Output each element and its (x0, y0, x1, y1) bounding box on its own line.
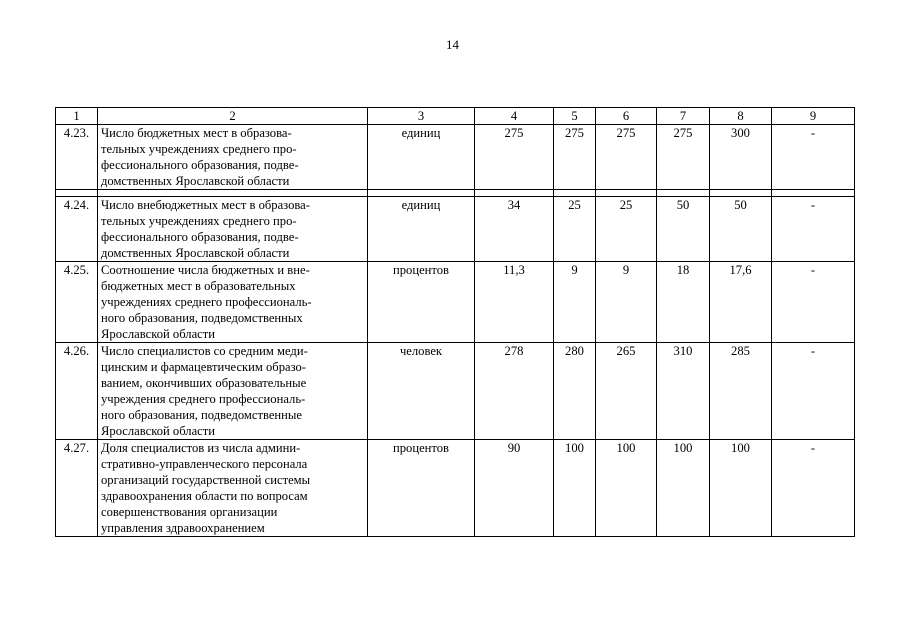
spacer-cell (772, 190, 855, 197)
row-name-line: ного образования, подведомственные (101, 408, 302, 422)
row-code: 4.25. (56, 262, 98, 343)
spacer-cell (657, 190, 710, 197)
row-spacer (56, 190, 855, 197)
row-value: - (772, 343, 855, 440)
row-name-line: управления здравоохранением (101, 521, 265, 535)
row-unit: процентов (368, 262, 475, 343)
row-value: 90 (475, 440, 554, 537)
row-value: 50 (657, 197, 710, 262)
header-cell: 2 (98, 108, 368, 125)
spacer-cell (368, 190, 475, 197)
row-value: 275 (657, 125, 710, 190)
row-name-line: Ярославской области (101, 327, 215, 341)
row-value: 275 (475, 125, 554, 190)
row-unit: человек (368, 343, 475, 440)
row-unit: единиц (368, 125, 475, 190)
row-value: - (772, 262, 855, 343)
row-name-line: тельных учреждениях среднего про- (101, 214, 297, 228)
header-cell: 8 (710, 108, 772, 125)
table-row (56, 440, 855, 537)
row-value: 285 (710, 343, 772, 440)
row-name-line: учреждения среднего профессиональ- (101, 392, 306, 406)
row-value: - (772, 125, 855, 190)
row-name-line: тельных учреждениях среднего про- (101, 142, 297, 156)
row-value: - (772, 197, 855, 262)
row-name (98, 197, 368, 262)
header-cell: 6 (596, 108, 657, 125)
row-value: 100 (554, 440, 596, 537)
row-value: 100 (657, 440, 710, 537)
row-name (98, 440, 368, 537)
row-value: - (772, 440, 855, 537)
row-name-line: фессионального образования, подве- (101, 158, 299, 172)
table-row (56, 197, 855, 262)
spacer-cell (475, 190, 554, 197)
row-name (98, 125, 368, 190)
row-value: 265 (596, 343, 657, 440)
spacer-cell (596, 190, 657, 197)
row-name-line: Число бюджетных мест в образова- (101, 126, 292, 140)
row-name-line: Доля специалистов из числа админи- (101, 441, 301, 455)
table-row (56, 343, 855, 440)
row-name-line: организаций государственной системы (101, 473, 311, 487)
table-row (56, 262, 855, 343)
header-cell: 4 (475, 108, 554, 125)
row-name-line: бюджетных мест в образовательных (101, 279, 296, 293)
row-value: 50 (710, 197, 772, 262)
row-name-line: домственных Ярославской области (101, 246, 290, 260)
row-value: 278 (475, 343, 554, 440)
row-name-line: Соотношение числа бюджетных и вне- (101, 263, 310, 277)
table-row (56, 125, 855, 190)
header-cell: 3 (368, 108, 475, 125)
row-value: 34 (475, 197, 554, 262)
row-value: 18 (657, 262, 710, 343)
row-unit: единиц (368, 197, 475, 262)
row-code: 4.23. (56, 125, 98, 190)
data-table (55, 107, 855, 537)
row-name-line: домственных Ярославской области (101, 174, 290, 188)
row-value: 275 (596, 125, 657, 190)
header-cell: 9 (772, 108, 855, 125)
spacer-cell (554, 190, 596, 197)
row-value: 275 (554, 125, 596, 190)
header-cell: 5 (554, 108, 596, 125)
row-value: 25 (596, 197, 657, 262)
row-name-line: Число внебюджетных мест в образова- (101, 198, 310, 212)
row-name-line: учреждениях среднего профессиональ- (101, 295, 312, 309)
row-value: 9 (596, 262, 657, 343)
row-code: 4.26. (56, 343, 98, 440)
row-name-line: совершенствования организации (101, 505, 278, 519)
spacer-cell (98, 190, 368, 197)
header-cell: 1 (56, 108, 98, 125)
row-name-line: цинским и фармацевтическим образо- (101, 360, 306, 374)
row-name-line: Ярославской области (101, 424, 215, 438)
row-value: 280 (554, 343, 596, 440)
row-code: 4.27. (56, 440, 98, 537)
row-value: 9 (554, 262, 596, 343)
row-code: 4.24. (56, 197, 98, 262)
row-value: 100 (596, 440, 657, 537)
row-name-line: стративно-управленческого персонала (101, 457, 308, 471)
row-name (98, 343, 368, 440)
row-value: 100 (710, 440, 772, 537)
row-value: 300 (710, 125, 772, 190)
spacer-cell (710, 190, 772, 197)
spacer-cell (56, 190, 98, 197)
row-value: 310 (657, 343, 710, 440)
row-value: 11,3 (475, 262, 554, 343)
row-name (98, 262, 368, 343)
row-name-line: Число специалистов со средним меди- (101, 344, 308, 358)
page-number: 14 (446, 37, 459, 52)
header-cell: 7 (657, 108, 710, 125)
row-name-line: здравоохранения области по вопросам (101, 489, 308, 503)
row-name-line: ванием, окончивших образовательные (101, 376, 307, 390)
row-unit: процентов (368, 440, 475, 537)
row-name-line: фессионального образования, подве- (101, 230, 299, 244)
row-value: 25 (554, 197, 596, 262)
row-value: 17,6 (710, 262, 772, 343)
row-name-line: ного образования, подведомственных (101, 311, 303, 325)
table-header-row (56, 108, 855, 125)
